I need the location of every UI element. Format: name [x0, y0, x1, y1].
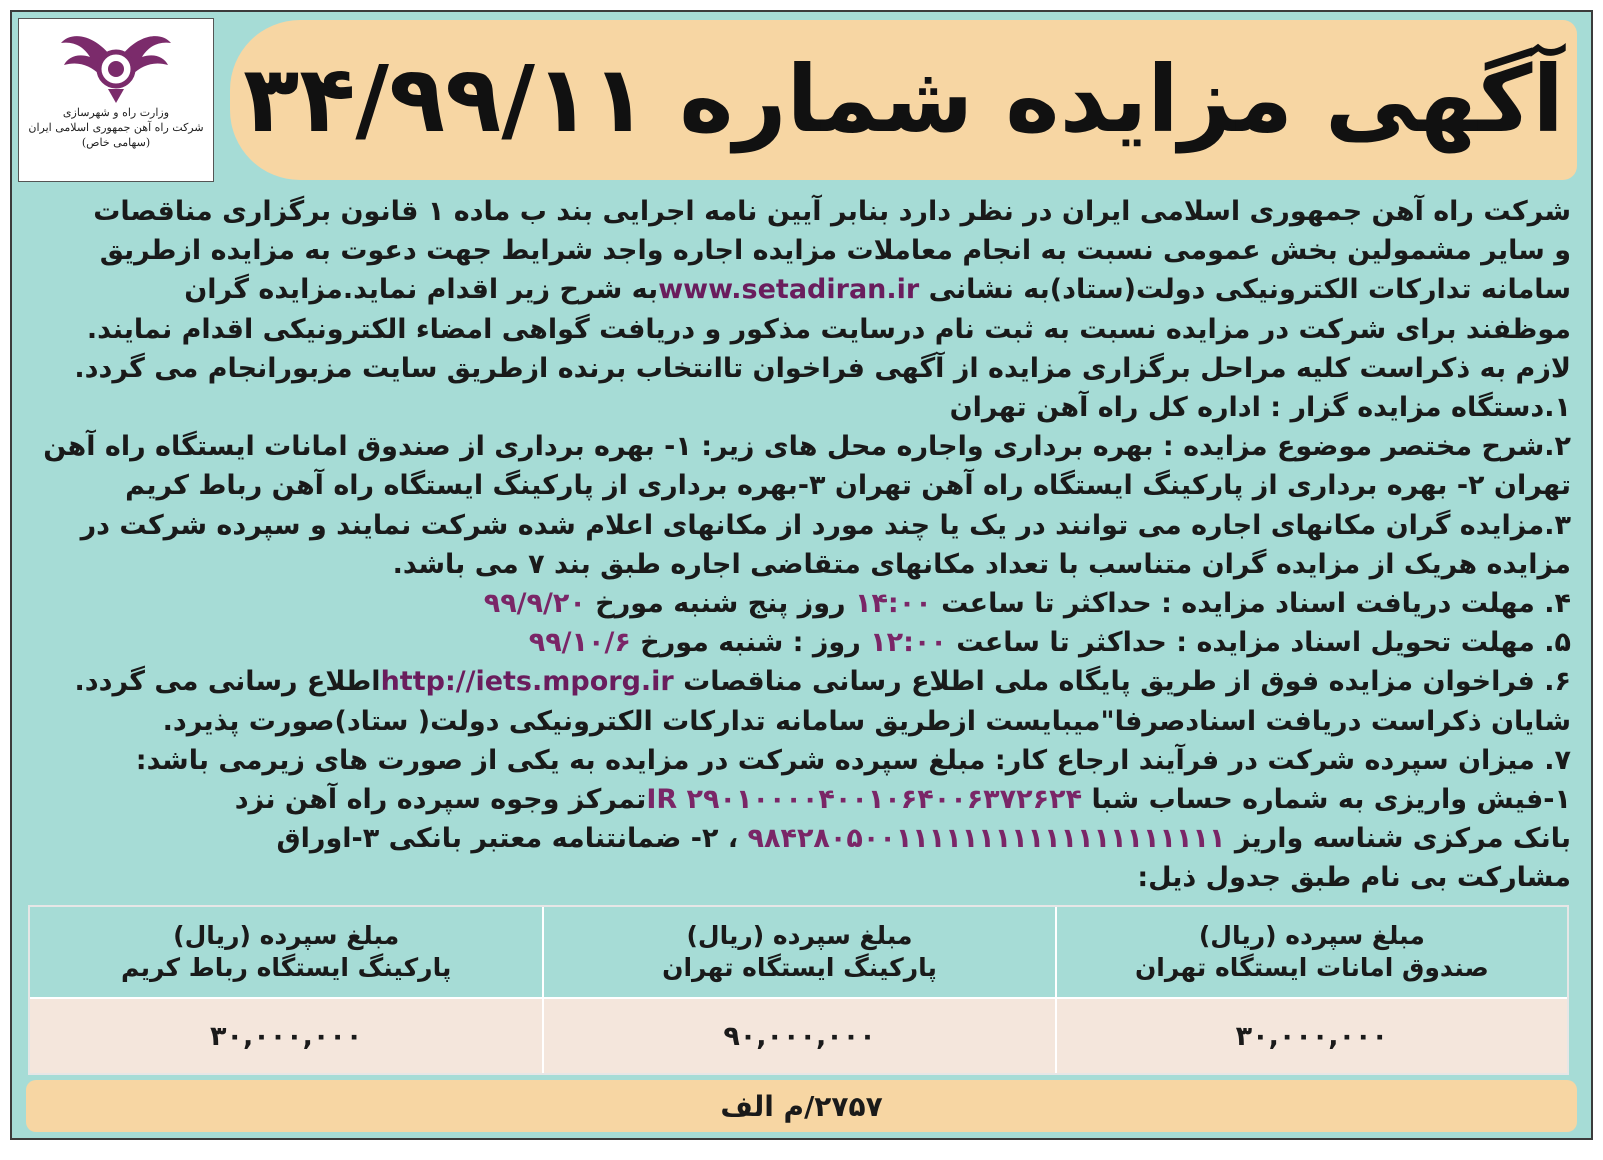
logo-ministry: وزارت راه و شهرسازی: [62, 106, 170, 119]
deposit-table: [28, 905, 1569, 1075]
table-value-cell: ۹۰,۰۰۰,۰۰۰: [542, 999, 1054, 1073]
item-1: ۱.دستگاه مزایده گزار : اداره کل راه آهن تهران: [949, 392, 1571, 424]
logo-company: شرکت راه آهن جمهوری اسلامی ایران: [28, 121, 204, 134]
delivery-time: ۱۲:۰۰: [870, 627, 947, 659]
intro-line: لازم به ذکراست کلیه مراحل برگزاری مزایده از آگهی فراخوان تاانتخاب برنده ازطریق سایت مزبورانجام می گردد.: [74, 352, 1571, 384]
table-value-cell: ۳۰,۰۰۰,۰۰۰: [30, 999, 542, 1073]
intro-line: شرکت راه آهن جمهوری اسلامی ایران در نظر دارد بنابر آیین نامه اجرایی بند ب ماده ۱ قانون برگزاری مناقصات: [93, 196, 1571, 227]
logo-company-type: (سهامی خاص): [81, 136, 151, 149]
announcement-page: [10, 10, 1593, 1140]
intro-line: و سایر مشمولین بخش عمومی نسبت به انجام معاملات مزایده اجاره واجد شرایط جهت دعوت به مزایده ازطریق: [99, 235, 1571, 267]
item-7-2: بانک مرکزی شناسه واریز ۹۸۴۲۸۰۵۰۰۱۱۱۱۱۱۱۱۱۱۱۱۱۱۱۱۱۱۱۱ ، ۲- ضمانتنامه معتبر بانکی ۳-اوراق: [276, 823, 1571, 855]
iets-link[interactable]: http://iets.mporg.ir: [380, 666, 674, 698]
header: [12, 12, 1591, 188]
item-5: ۵. مهلت تحویل اسناد مزایده : حداکثر تا ساعت ۱۲:۰۰ روز : شنبه مورخ ۹۹/۱۰/۶: [528, 627, 1571, 659]
organization-logo: [18, 18, 214, 182]
item-2-cont: تهران ۲- بهره برداری از پارکینگ ایستگاه راه آهن تهران ۳-بهره برداری از پارکینگ ایستگاه راه آهن رباط کریم: [125, 470, 1571, 502]
item-4: ۴. مهلت دریافت اسناد مزایده : حداکثر تا ساعت ۱۴:۰۰ روز پنج شنبه مورخ ۹۹/۹/۲۰: [483, 588, 1571, 620]
table-header-cell: مبلغ سپرده (ریال) پارکینگ ایستگاه تهران: [542, 907, 1054, 999]
item-7-3: مشارکت بی نام طبق جدول ذیل:: [1137, 862, 1571, 894]
iban-number: IR ۲۹۰۱۰۰۰۰۴۰۰۱۰۶۴۰۰۶۳۷۲۶۲۴: [646, 784, 1083, 816]
deposit-id: ۹۸۴۲۸۰۵۰۰۱۱۱۱۱۱۱۱۱۱۱۱۱۱۱۱۱۱۱۱: [747, 823, 1226, 855]
announcement-body: [28, 192, 1571, 898]
setad-link[interactable]: www.setadiran.ir: [658, 274, 920, 306]
winged-emblem-icon: [56, 23, 176, 105]
footer-banner: [26, 1080, 1577, 1132]
deadline-date: ۹۹/۹/۲۰: [483, 588, 586, 620]
item-7: ۷. میزان سپرده شرکت در فرآیند ارجاع کار: مبلغ سپرده شرکت در مزایده به یکی از صورت های زیرمی باشد:: [135, 744, 1571, 776]
intro-line: موظفند برای شرکت در مزایده نسبت به ثبت نام درسایت مذکور و دریافت گواهی امضاء الکترونیکی اقدام نمایند.: [86, 313, 1571, 345]
item-3: ۳.مزایده گران مکانهای اجاره می توانند در یک یا چند مورد از مکانهای اعلام شده شرکت نمایند و سپرده شرکت در: [80, 509, 1571, 541]
item-2: ۲.شرح مختصر موضوع مزایده : بهره برداری واجاره محل های زیر: ۱- بهره برداری از صندوق امانات ایستگاه راه آهن: [43, 431, 1571, 463]
page-title: آگهی مزایده شماره ۳۴/۹۹/۱۱: [243, 46, 1564, 153]
delivery-date: ۹۹/۱۰/۶: [528, 627, 631, 659]
item-3-cont: مزایده هریک از مزایده گران متناسب با تعداد مکانهای متقاضی اجاره طبق بند ۷ می باشد.: [392, 548, 1571, 580]
title-banner: [230, 20, 1577, 180]
announcement-code: ۲۷۵۷/م الف: [720, 1089, 883, 1123]
intro-line: سامانه تدارکات الکترونیکی دولت(ستاد)به نشانی www.setadiran.irبه شرح زیر اقدام نماید.مزایده گران: [184, 274, 1571, 306]
note: شایان ذکراست دریافت اسنادصرفا"میبایست ازطریق سامانه تدارکات الکترونیکی دولت( ستاد)صورت پذیرد.: [162, 705, 1571, 737]
item-6: ۶. فراخوان مزایده فوق از طریق پایگاه ملی اطلاع رسانی مناقصات http://iets.mporg.irاطلاع رسانی می گردد.: [74, 666, 1571, 698]
table-header-cell: مبلغ سپرده (ریال) پارکینگ ایستگاه رباط کریم: [30, 907, 542, 999]
deadline-time: ۱۴:۰۰: [854, 588, 932, 620]
table-header-cell: مبلغ سپرده (ریال) صندوق امانات ایستگاه تهران: [1055, 907, 1567, 999]
table-value-cell: ۳۰,۰۰۰,۰۰۰: [1055, 999, 1567, 1073]
item-7-1: ۱-فیش واریزی به شماره حساب شبا IR ۲۹۰۱۰۰۰۰۴۰۰۱۰۶۴۰۰۶۳۷۲۶۲۴تمرکز وجوه سپرده راه آهن نزد: [234, 784, 1571, 816]
